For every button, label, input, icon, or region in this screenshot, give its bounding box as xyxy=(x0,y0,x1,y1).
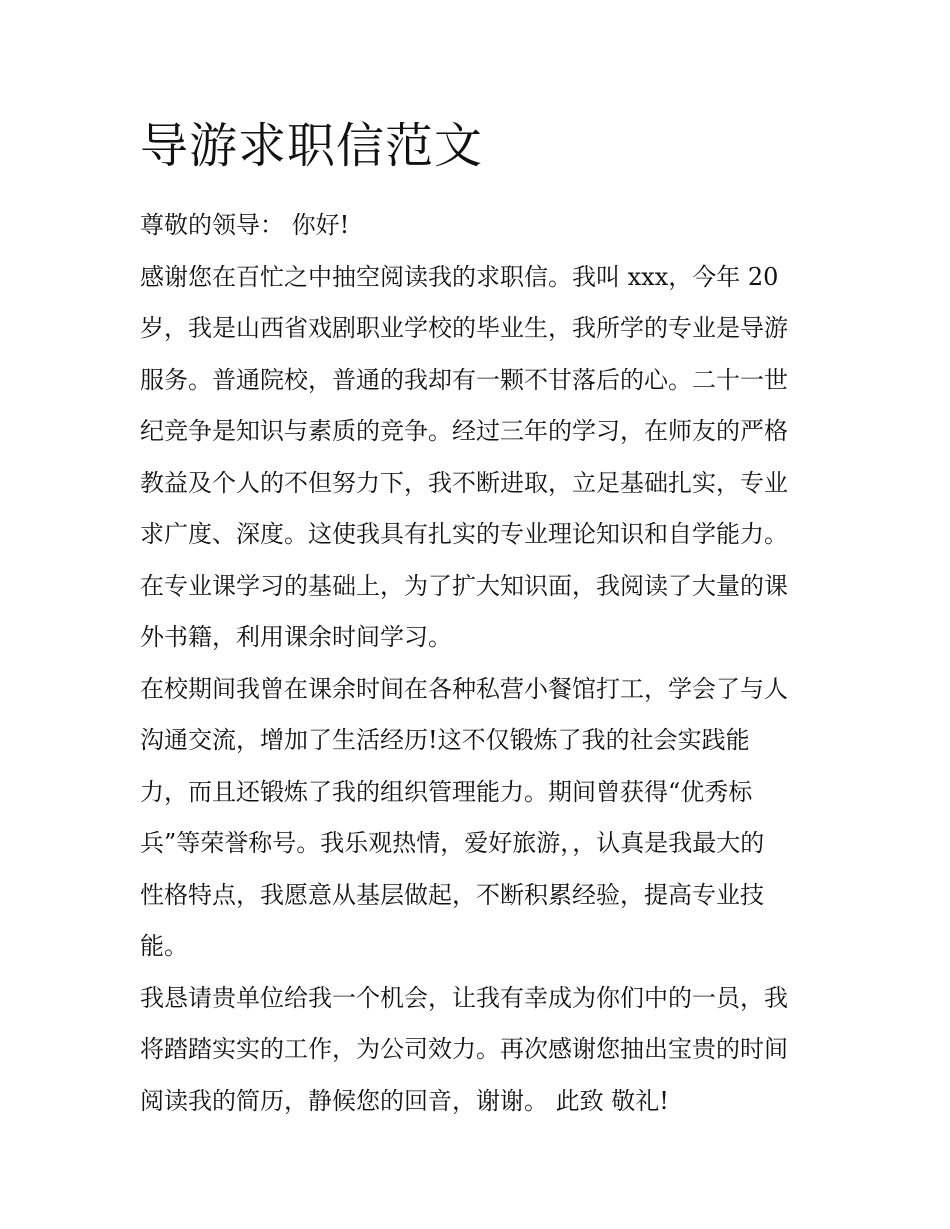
body-line: 尊敬的领导： 你好! xyxy=(140,211,350,239)
body-line: 将踏踏实实的工作，为公司效力。再次感谢您抽出宝贵的时间 xyxy=(140,1035,788,1063)
body-line: 我恳请贵单位给我一个机会，让我有幸成为你们中的一员，我 xyxy=(140,983,788,1012)
body-line: 兵”等荣誉称号。我乐观热情，爱好旅游，，认真是我最大的 xyxy=(140,829,765,857)
document-title: 导游求职信范文 xyxy=(140,118,484,174)
body-line: 外书籍，利用课余时间学习。 xyxy=(140,623,452,651)
body-line: 阅读我的简历，静候您的回音，谢谢。 此致 敬礼! xyxy=(140,1086,669,1115)
body-line: 在校期间我曾在课余时间在各种私营小餐馆打工，学会了与人 xyxy=(140,674,788,703)
body-line: 力，而且还锻炼了我的组织管理能力。期间曾获得“优秀标 xyxy=(140,777,753,806)
body-line: 性格特点，我愿意从基层做起，不断积累经验，提高专业技 xyxy=(140,880,764,909)
body-line: 教益及个人的不但努力下，我不断进取，立足基础扎实，专业 xyxy=(140,468,788,497)
body-line: 在专业课学习的基础上，为了扩大知识面，我阅读了大量的课 xyxy=(140,571,788,600)
document-page xyxy=(140,112,820,1127)
body-line: 感谢您在百忙之中抽空阅读我的求职信。我叫 xxx，今年 20 xyxy=(140,262,779,291)
body-line: 能。 xyxy=(140,932,188,960)
document-body xyxy=(140,200,820,1127)
body-line: 纪竞争是知识与素质的竞争。经过三年的学习，在师友的严格 xyxy=(140,417,788,445)
body-line: 沟通交流，增加了生活经历!这不仅锻炼了我的社会实践能 xyxy=(140,726,750,754)
body-line: 服务。普通院校，普通的我却有一颗不甘落后的心。二十一世 xyxy=(140,365,788,394)
body-line: 求广度、深度。这使我具有扎实的专业理论知识和自学能力。 xyxy=(140,520,788,548)
body-line: 岁，我是山西省戏剧职业学校的毕业生，我所学的专业是导游 xyxy=(140,314,788,342)
